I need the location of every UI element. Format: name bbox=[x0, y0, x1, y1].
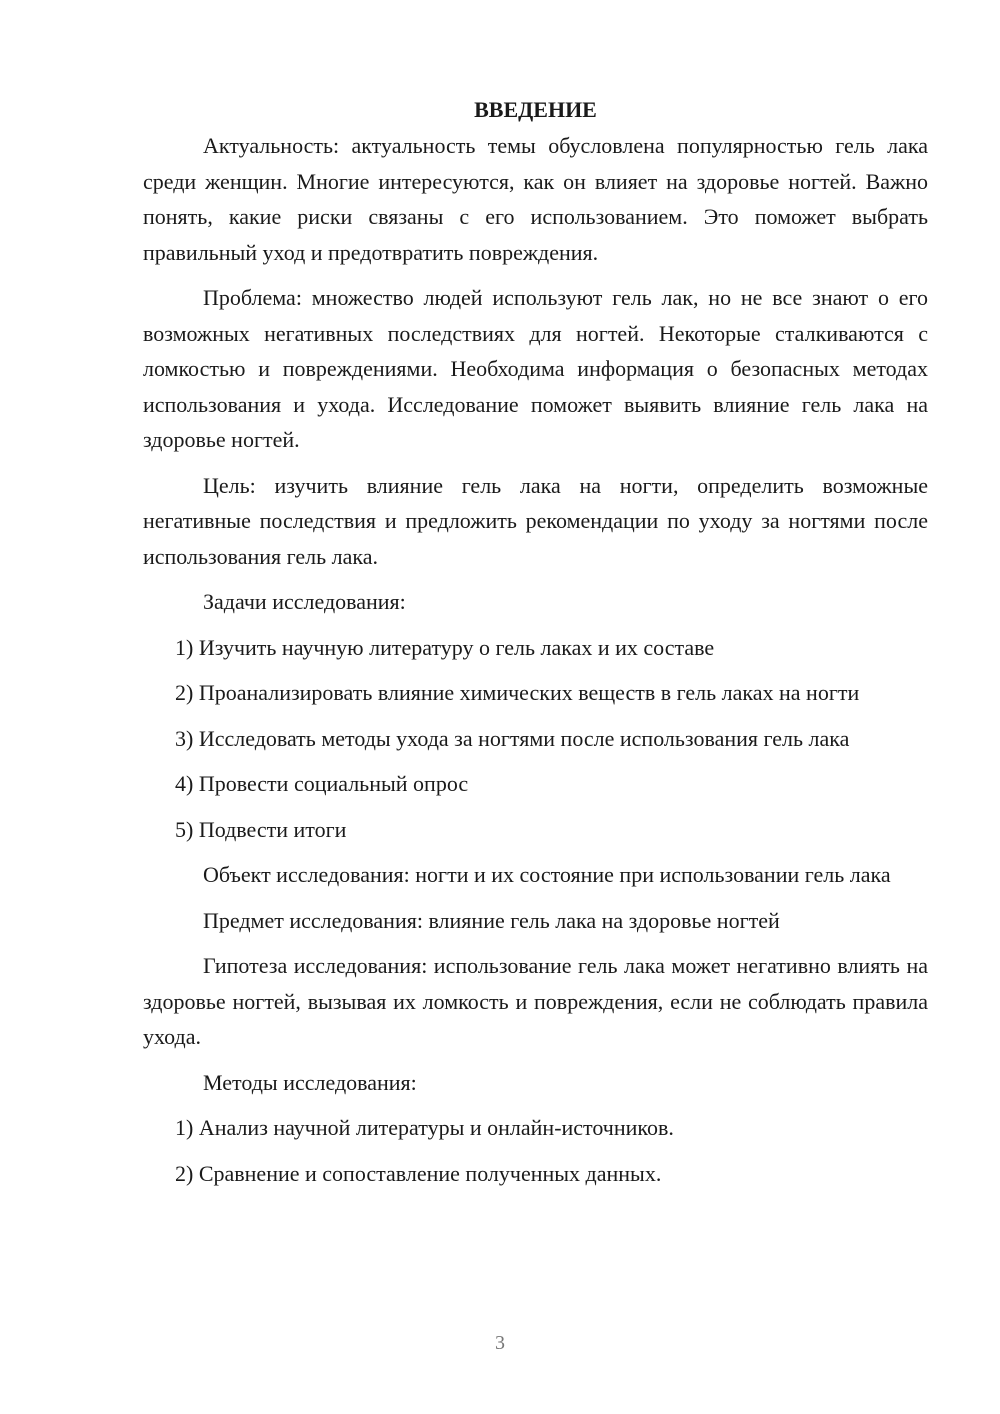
task-item: 3) Исследовать методы ухода за ногтями после использования гель лака bbox=[175, 725, 850, 751]
methods-heading: Методы исследования: bbox=[203, 1069, 417, 1095]
task-item: 5) Подвести итоги bbox=[175, 816, 347, 842]
document-page bbox=[143, 92, 928, 1201]
page-number: 3 bbox=[495, 1332, 505, 1354]
goal-paragraph: Цель: изучить влияние гель лака на ногти, определить возможные негативные последствия и предложить рекомендации по уходу за ногтями после использования гель лака. bbox=[143, 472, 928, 569]
task-item: 1) Изучить научную литературу о гель лаках и их составе bbox=[175, 634, 715, 660]
task-item: 4) Провести социальный опрос bbox=[175, 771, 469, 796]
hypothesis-paragraph: Гипотеза исследования: использование гель лака может негативно влиять на здоровье ногтей, вызывая их ломкость и повреждения, если не соблюдать правила ухода. bbox=[143, 953, 928, 1049]
relevance-paragraph: Актуальность: актуальность темы обусловлена популярностью гель лака среди женщин. Многие интересуются, как он влияет на здоровье ногтей. Важно понять, какие риски связаны с его использованием. Это поможет выбрать правильный уход и предотвратить повреждения. bbox=[143, 133, 928, 265]
task-item: 2) Проанализировать влияние химических веществ в гель лаках на ногти bbox=[175, 680, 860, 705]
object-paragraph: Объект исследования: ногти и их состояние при использовании гель лака bbox=[203, 862, 891, 887]
problem-paragraph: Проблема: множество людей используют гель лак, но не все знают о его возможных негативных последствиях для ногтей. Некоторые сталкиваются с ломкостью и повреждениями. Необходима информация о безопасных методах использования и ухода. Исследование поможет выявить влияние гель лака на здоровье ногтей. bbox=[143, 285, 928, 452]
subject-paragraph: Предмет исследования: влияние гель лака на здоровье ногтей bbox=[203, 907, 780, 933]
method-item: 2) Сравнение и сопоставление полученных данных. bbox=[175, 1160, 662, 1186]
section-title: ВВЕДЕНИЕ bbox=[474, 97, 597, 122]
method-item: 1) Анализ научной литературы и онлайн-источников. bbox=[175, 1115, 674, 1140]
tasks-heading: Задачи исследования: bbox=[203, 589, 406, 614]
